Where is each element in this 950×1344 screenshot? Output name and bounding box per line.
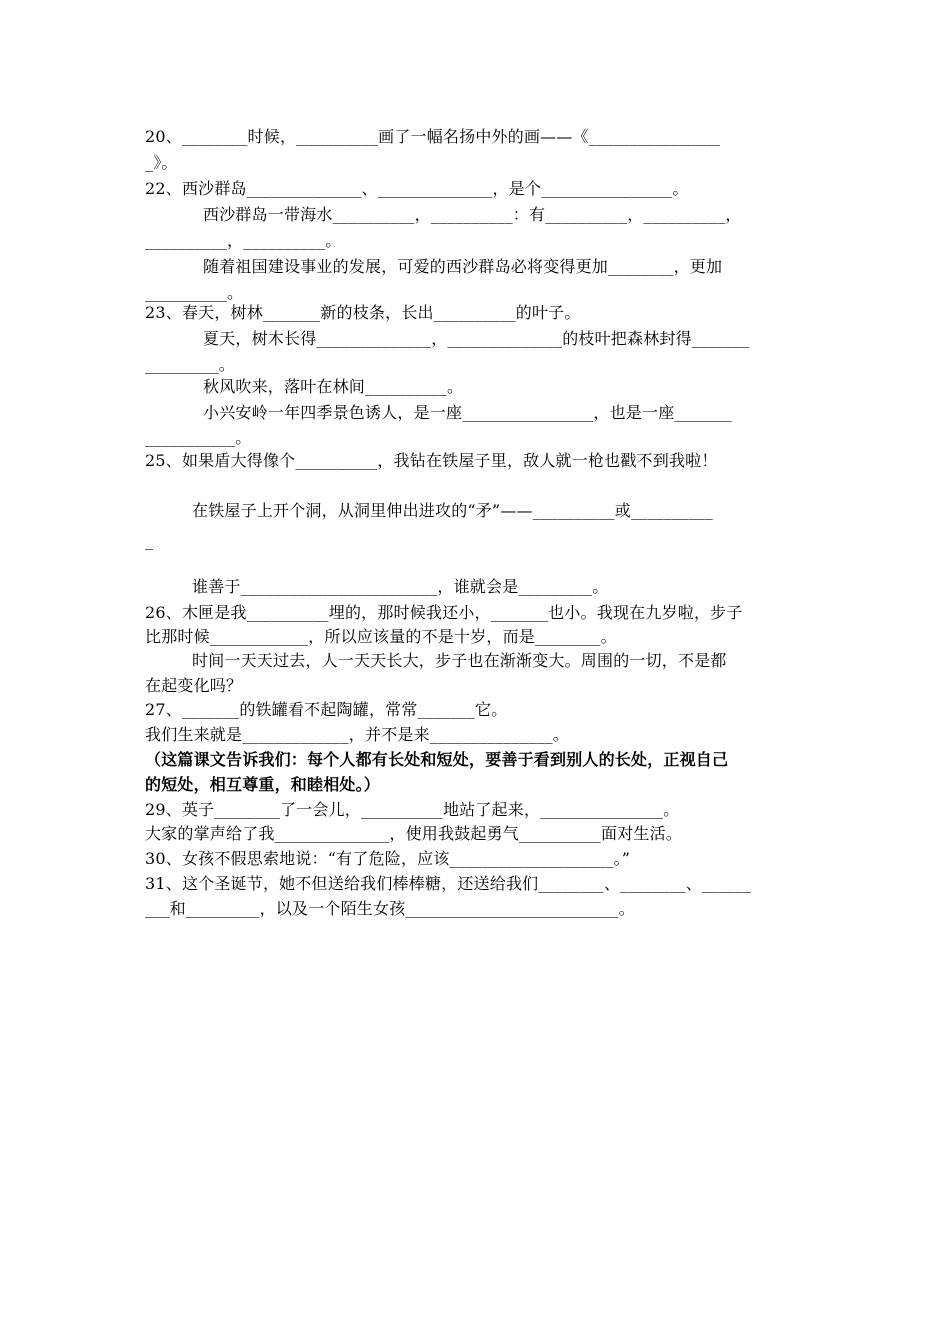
q26-line-2: 比那时候____________，所以应该量的不是十岁，而是________。 (145, 627, 617, 646)
q23-line-2: 夏天，树木长得______________，______________的枝叶把森林封得_______ (203, 329, 750, 348)
q27-line-2: 我们生来就是_____________，并不是来_______________。 (145, 725, 570, 744)
q27-summary-line-1: （这篇课文告诉我们：每个人都有长处和短处，要善于看到别人的长处，正视自己 (145, 750, 729, 769)
q20-line-2: _》。 (145, 153, 178, 172)
q27-line-1: 27、_______的铁罐看不起陶罐，常常_______它。 (145, 700, 508, 719)
q23-line-5: 小兴安岭一年四季景色诱人，是一座________________，也是一座_______ (203, 403, 732, 422)
q22-line-1: 22、西沙群岛______________、______________，是个________________。 (145, 179, 689, 198)
q31-line-2: ___和_________，以及一个陌生女孩__________________________。 (145, 899, 635, 918)
q23-line-4: 秋风吹来，落叶在林间__________。 (203, 377, 464, 396)
q27-summary-line-2: 的短处，相互尊重，和睦相处。） (145, 775, 381, 794)
q26-line-1: 26、木匣是我__________埋的，那时候我还小，_______也小。我现在九岁啦，步子 (145, 603, 743, 622)
q23-line-6: ___________。 (145, 428, 252, 447)
q25-line-1: 25、如果盾大得像个__________，我钻在铁屋子里，敌人就一枪也戳不到我啦！ (145, 451, 718, 470)
q31-line-1: 31、这个圣诞节，她不但送给我们棒棒糖，还送给我们________、________、______ (145, 874, 752, 893)
q30-line-1: 30、女孩不假思索地说：“有了危险，应该____________________。” (145, 849, 631, 868)
q29-line-1: 29、英子________了一会儿，__________地站了起来，_______________。 (145, 800, 680, 819)
q26-line-4: 在起变化吗？ (145, 676, 243, 695)
q20-line-1: 20、________时候，__________画了一幅名扬中外的画——《________________ (145, 127, 720, 146)
q22-line-2: 西沙群岛一带海水__________，__________：有__________，__________， (203, 205, 742, 224)
q22-line-5: __________。 (145, 283, 244, 302)
q26-line-3: 时间一天天过去，人一天天长大，步子也在渐渐变大。周围的一切，不是都 (192, 651, 727, 670)
q23-line-3: _________。 (145, 355, 235, 374)
q25-line-4: 谁善于________________________，谁就会是_________。 (192, 577, 609, 596)
q22-line-3: __________，__________。 (145, 231, 342, 250)
q25-line-3: _ (145, 531, 154, 550)
q22-line-4: 随着祖国建设事业的发展，可爱的西沙群岛必将变得更加________，更加 (203, 257, 723, 276)
q23-line-1: 23、春天，树林_______新的枝条，长出__________的叶子。 (145, 303, 581, 322)
q29-line-2: 大家的掌声给了我______________，使用我鼓起勇气__________面对生活。 (145, 824, 683, 843)
q25-line-2: 在铁屋子上开个洞，从洞里伸出进攻的“矛”——__________或__________ (192, 501, 713, 520)
